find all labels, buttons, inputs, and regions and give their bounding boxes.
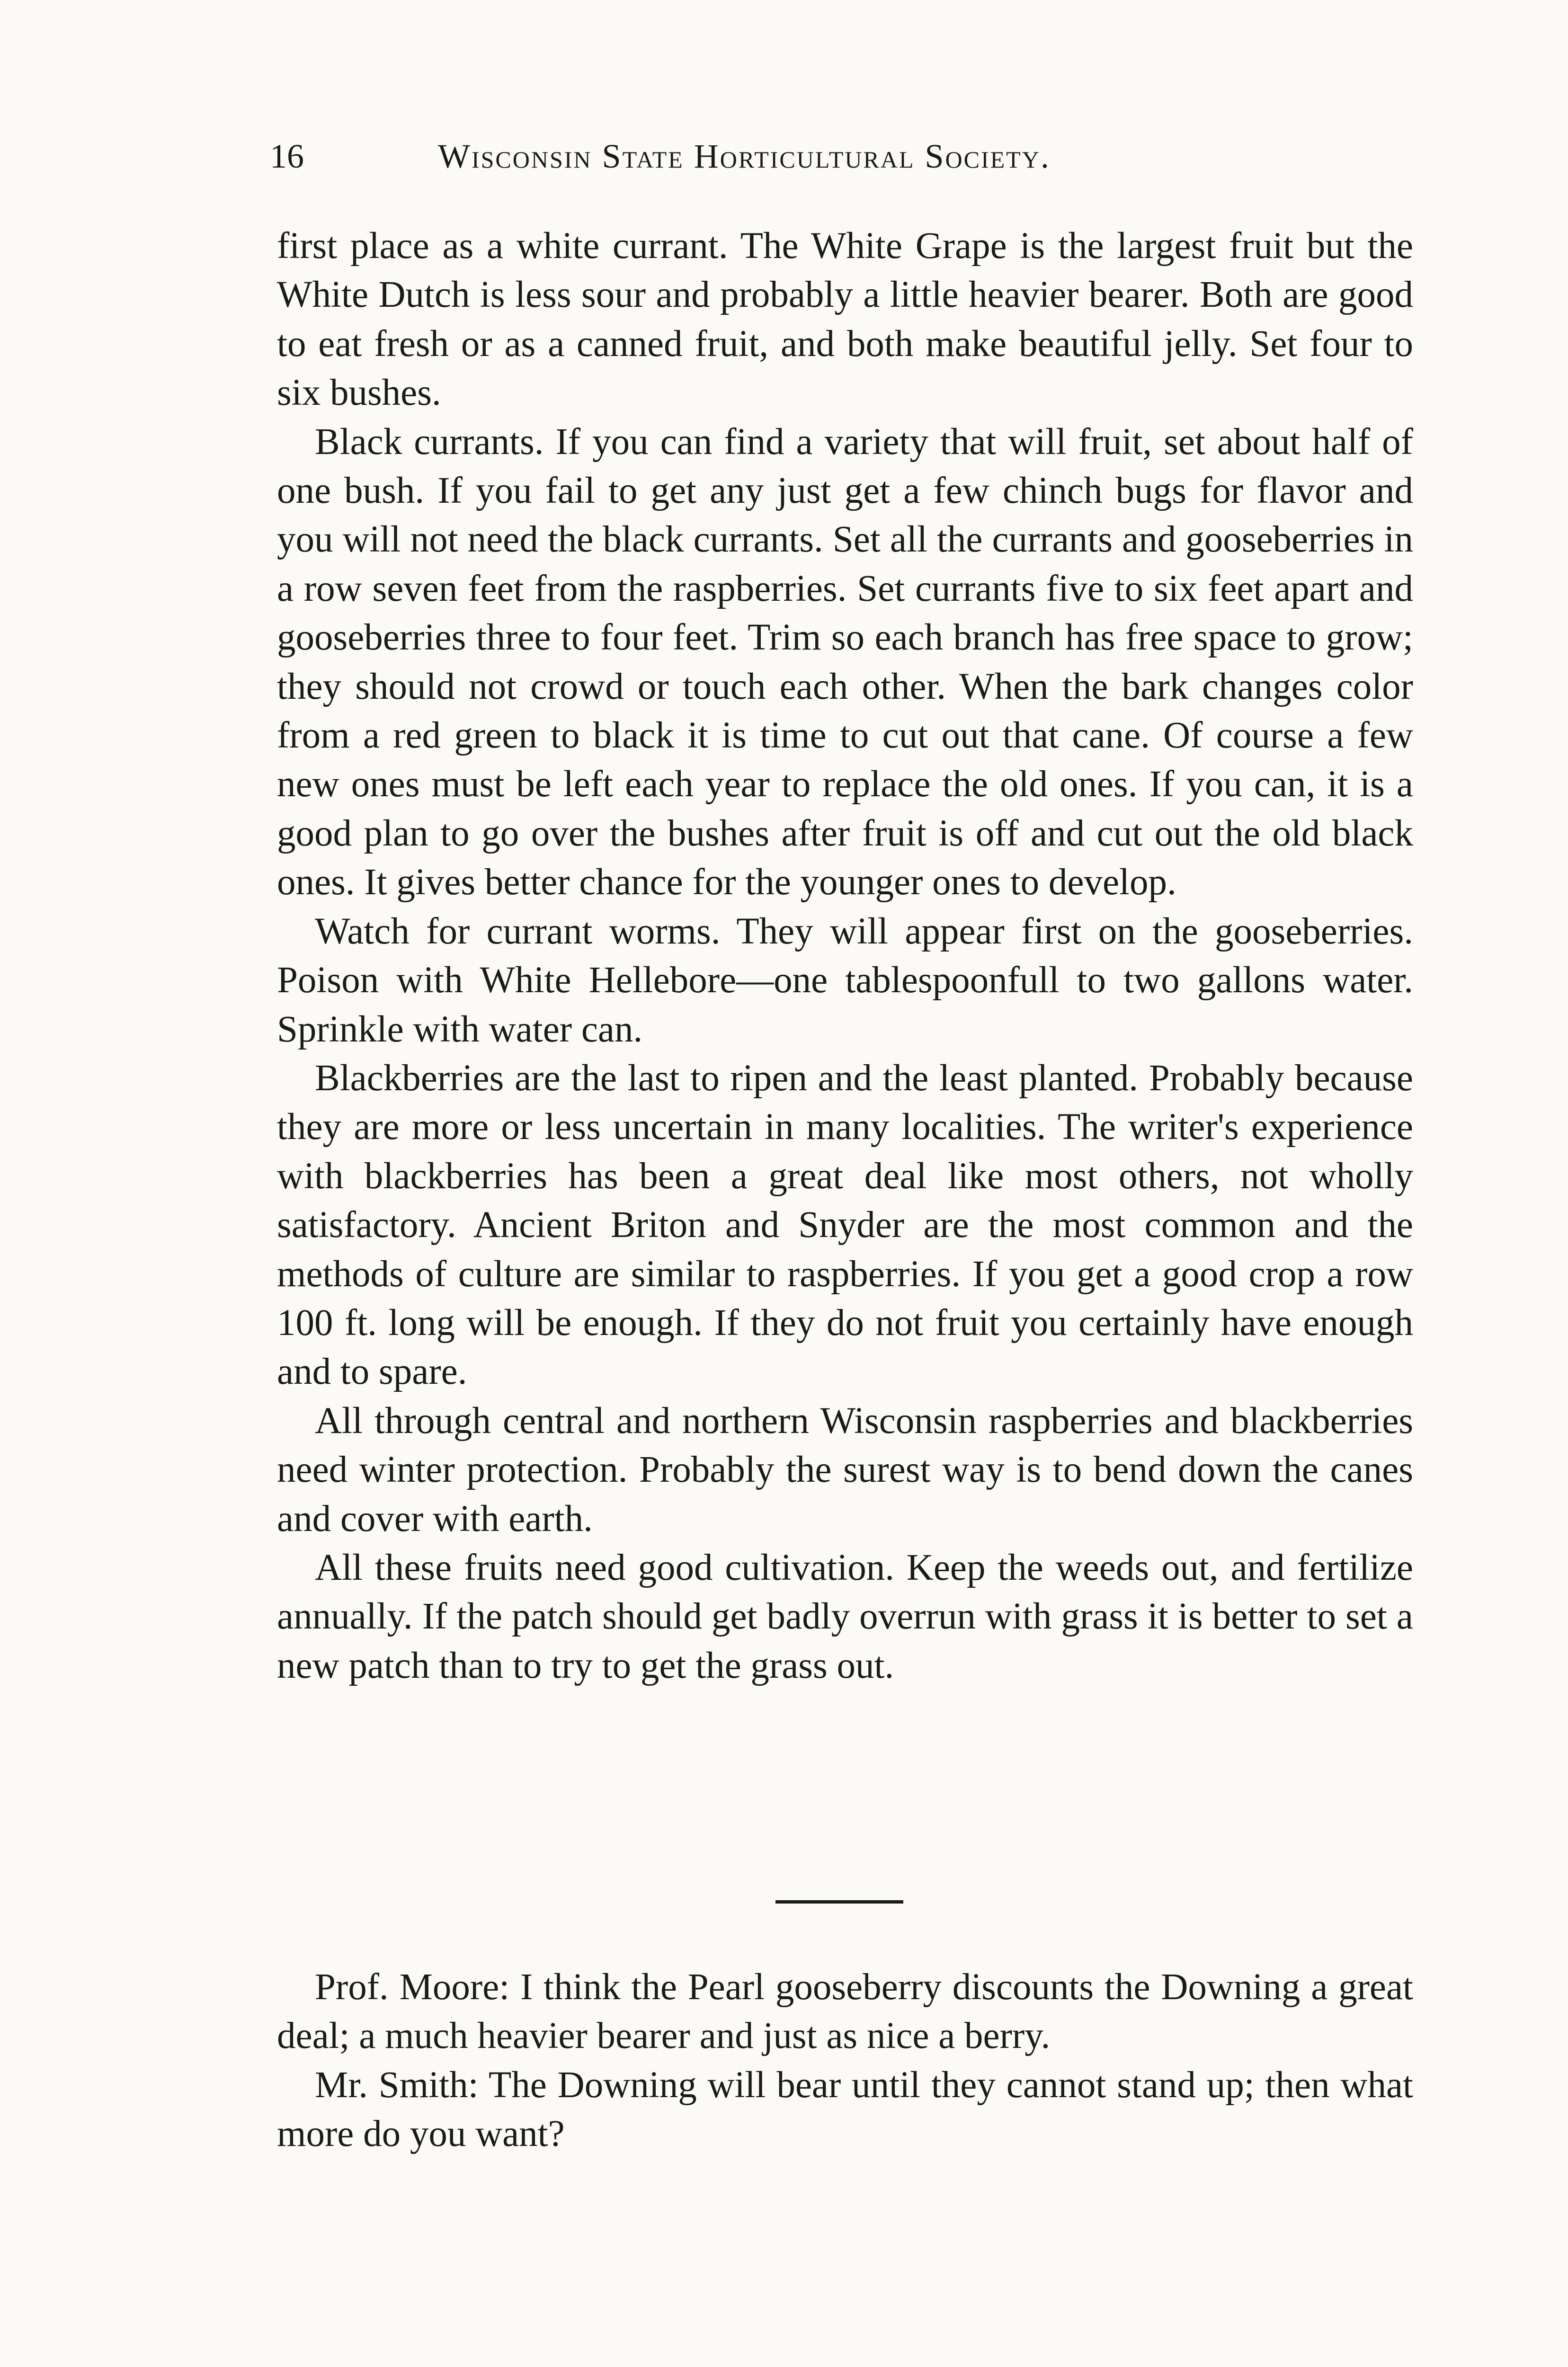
running-head: Wisconsin State Horticultural Society. xyxy=(438,137,1051,175)
discussion-prof-moore: Prof. Moore: I think the Pearl gooseberry discounts the Downing a great deal; a much heavier bearer and just as nice a berry. xyxy=(277,1967,1413,2057)
discussion xyxy=(277,1963,1413,2159)
paragraph-cultivation: All these fruits need good cultivation. Keep the weeds out, and fertilize annually. If the patch should get badly overrun with grass it is better to set a new patch than to try to get the grass out. xyxy=(277,1547,1413,1686)
discussion-mr-smith: Mr. Smith: The Downing will bear until they cannot stand up; then what more do you want? xyxy=(277,2064,1413,2155)
paragraph-blackberries: Blackberries are the last to ripen and the least planted. Probably because they are more or less uncertain in many localities. The writer's experience with blackberries has been a great deal like most others, not wholly satisfactory. Ancient Briton and Snyder are the most common and the methods of culture are similar to raspberries. If you get a good crop a row 100 ft. long will be enough. If they do not fruit you certainly have enough and to spare. xyxy=(277,1057,1413,1393)
page-number: 16 xyxy=(270,137,304,175)
section-divider xyxy=(775,1900,903,1904)
paragraph-currant-worms: Watch for currant worms. They will appear first on the gooseberries. Poison with White Hellebore—one tablespoonfull to two gallons water. Sprinkle with water can. xyxy=(277,910,1413,1050)
paragraph-black-currants: Black currants. If you can find a variety that will fruit, set about half of one bush. If you fail to get any just get a few chinch bugs for flavor and you will not need the black currants. Set all the currants and gooseberries in a row seven feet from the raspberries. Set currants five to six feet apart and gooseberries three to four feet. Trim so each branch has free space to grow; they should not crowd or touch each other. When the bark changes color from a red green to black it is time to cut out that cane. Of course a few new ones must be left each year to replace the old ones. If you can, it is a good plan to go over the bushes after fruit is off and cut out the old black ones. It gives better chance for the younger ones to develop. xyxy=(277,421,1413,903)
body-text xyxy=(277,222,1413,1690)
paragraph-white-currants: first place as a white currant. The White Grape is the largest fruit but the White Dutch is less sour and probably a little heavier bearer. Both are good to eat fresh or as a canned fruit, and both make beautiful jelly. Set four to six bushes. xyxy=(277,225,1413,414)
page-header xyxy=(270,128,1416,189)
paragraph-winter-protection: All through central and northern Wisconsin raspberries and blackberries need winter protection. Probably the surest way is to bend down the canes and cover with earth. xyxy=(277,1400,1413,1539)
